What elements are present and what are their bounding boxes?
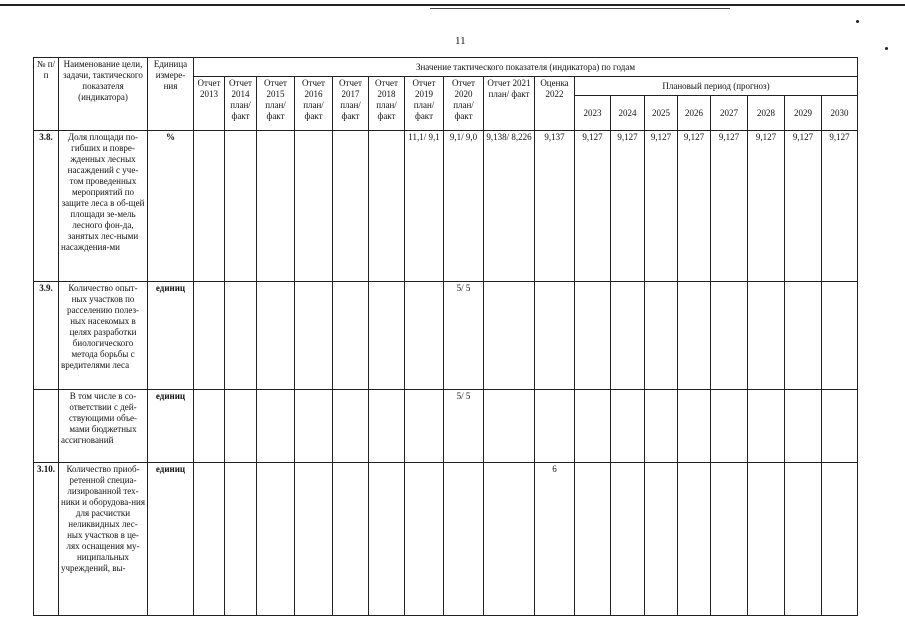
row-plan-cell <box>575 390 611 463</box>
row-plan-cell <box>711 463 748 616</box>
col-name-header: Наименование цели, задачи, тактического показателя (индикатора) <box>59 58 148 131</box>
row-plan-cell <box>822 282 858 390</box>
row-number-cell <box>34 390 59 463</box>
row-plan-cell <box>822 390 858 463</box>
row-report-cell <box>257 131 295 282</box>
row-plan-cell <box>611 463 645 616</box>
row-unit-cell: единиц <box>148 463 194 616</box>
row-report-cell <box>225 390 257 463</box>
col-report-2020: Отчет 2020 план/ факт <box>444 77 484 131</box>
col-report-2015: Отчет 2015 план/ факт <box>257 77 295 131</box>
row-plan-cell <box>575 282 611 390</box>
row-estimate-cell: 9,137 <box>535 131 575 282</box>
col-unit-header: Единица измере-ния <box>148 58 194 131</box>
row-report-cell: 9,1/ 9,0 <box>444 131 484 282</box>
row-plan-cell: 9,127 <box>711 131 748 282</box>
col-estimate-2022: Оценка 2022 <box>535 77 575 131</box>
row-report-cell <box>369 282 405 390</box>
row-report-cell <box>295 463 333 616</box>
row-plan-cell <box>711 282 748 390</box>
col-report-2014: Отчет 2014 план/ факт <box>225 77 257 131</box>
table-row <box>34 390 858 463</box>
page-top-rule <box>0 4 905 6</box>
row-name-cell: Количество опыт-ных участков по расселению полез-ных насекомых в целях разработки биологического метода борьбы с вредителями леса <box>59 282 148 390</box>
indicator-table-body <box>34 131 858 616</box>
row-report-cell <box>295 390 333 463</box>
row-report-cell <box>257 463 295 616</box>
row-report-cell <box>484 390 535 463</box>
plan-period-header: Плановый период (прогноз) <box>575 77 858 96</box>
row-report-cell <box>225 131 257 282</box>
row-plan-cell <box>748 463 785 616</box>
col-report-2018: Отчет 2018 план/ факт <box>369 77 405 131</box>
row-unit-cell: единиц <box>148 282 194 390</box>
col-report-2016: Отчет 2016 план/ факт <box>295 77 333 131</box>
col-report-2021: Отчет 2021 план/ факт <box>484 77 535 131</box>
row-name-cell: Доля площади по-гибших и повре-жденных лесных насаждений с уче-том проведенных мероприятий по защите леса в об-щей площади зе-мель лесного фон-да, занятых лес-ными насаждения-ми <box>59 131 148 282</box>
row-plan-cell: 9,127 <box>785 131 822 282</box>
row-plan-cell: 9,127 <box>678 131 711 282</box>
row-plan-cell <box>822 463 858 616</box>
row-plan-cell <box>645 390 678 463</box>
col-plan-2025: 2025 <box>645 96 678 131</box>
row-report-cell <box>405 390 444 463</box>
row-report-cell <box>369 131 405 282</box>
scan-speck <box>856 20 859 23</box>
row-estimate-cell <box>535 390 575 463</box>
row-number-cell: 3.9. <box>34 282 59 390</box>
row-report-cell <box>194 131 225 282</box>
row-report-cell <box>295 282 333 390</box>
page-top-rule-secondary <box>430 8 730 9</box>
row-plan-cell <box>711 390 748 463</box>
row-plan-cell <box>785 282 822 390</box>
row-report-cell <box>444 463 484 616</box>
row-plan-cell: 9,127 <box>748 131 785 282</box>
values-group-header: Значение тактического показателя (индикатора) по годам <box>194 58 858 77</box>
row-report-cell <box>257 282 295 390</box>
row-unit-cell: % <box>148 131 194 282</box>
col-report-2013: Отчет 2013 <box>194 77 225 131</box>
row-plan-cell: 9,127 <box>575 131 611 282</box>
row-plan-cell <box>611 390 645 463</box>
row-report-cell <box>225 463 257 616</box>
row-report-cell <box>484 282 535 390</box>
row-report-cell <box>369 463 405 616</box>
row-report-cell <box>257 390 295 463</box>
col-plan-2023: 2023 <box>575 96 611 131</box>
row-plan-cell <box>748 282 785 390</box>
row-report-cell <box>194 390 225 463</box>
row-report-cell <box>369 390 405 463</box>
row-report-cell <box>333 282 369 390</box>
row-plan-cell <box>678 463 711 616</box>
row-report-cell <box>295 131 333 282</box>
scan-speck <box>885 47 888 50</box>
row-report-cell: 5/ 5 <box>444 390 484 463</box>
row-plan-cell <box>645 463 678 616</box>
col-report-2019: Отчет 2019 план/ факт <box>405 77 444 131</box>
row-report-cell <box>405 463 444 616</box>
row-number-cell: 3.10. <box>34 463 59 616</box>
row-plan-cell <box>645 282 678 390</box>
row-estimate-cell: 6 <box>535 463 575 616</box>
row-plan-cell <box>575 463 611 616</box>
col-num-header: № п/п <box>34 58 59 131</box>
row-report-cell <box>194 463 225 616</box>
row-number-cell: 3.8. <box>34 131 59 282</box>
row-plan-cell <box>678 282 711 390</box>
row-name-cell: Количество приоб-ретенной специа-лизированной тех-ники и оборудова-ния для расчистки неликвидных лес-ных участков в це-лях оснащения му-ниципальных учреждений, вы- <box>59 463 148 616</box>
row-report-cell <box>225 282 257 390</box>
row-plan-cell <box>611 282 645 390</box>
row-plan-cell: 9,127 <box>611 131 645 282</box>
col-plan-2030: 2030 <box>822 96 858 131</box>
table-row <box>34 463 858 616</box>
row-plan-cell: 9,127 <box>645 131 678 282</box>
page-number: 11 <box>455 35 466 47</box>
row-name-cell: В том числе в со-ответствии с дей-ствующими объе-мами бюджетных ассигнований <box>59 390 148 463</box>
row-plan-cell <box>785 390 822 463</box>
row-report-cell: 9,138/ 8,226 <box>484 131 535 282</box>
row-plan-cell <box>785 463 822 616</box>
row-report-cell: 11,1/ 9,1 <box>405 131 444 282</box>
col-plan-2024: 2024 <box>611 96 645 131</box>
col-plan-2027: 2027 <box>711 96 748 131</box>
indicator-table <box>33 57 858 616</box>
row-plan-cell <box>748 390 785 463</box>
table-row <box>34 282 858 390</box>
row-estimate-cell <box>535 282 575 390</box>
row-plan-cell: 9,127 <box>822 131 858 282</box>
row-unit-cell: единиц <box>148 390 194 463</box>
row-report-cell <box>333 463 369 616</box>
row-report-cell: 5/ 5 <box>444 282 484 390</box>
row-report-cell <box>194 282 225 390</box>
col-report-2017: Отчет 2017 план/ факт <box>333 77 369 131</box>
row-report-cell <box>333 131 369 282</box>
col-plan-2028: 2028 <box>748 96 785 131</box>
col-plan-2026: 2026 <box>678 96 711 131</box>
row-report-cell <box>484 463 535 616</box>
row-report-cell <box>405 282 444 390</box>
row-report-cell <box>333 390 369 463</box>
col-plan-2029: 2029 <box>785 96 822 131</box>
row-plan-cell <box>678 390 711 463</box>
table-row <box>34 131 858 282</box>
